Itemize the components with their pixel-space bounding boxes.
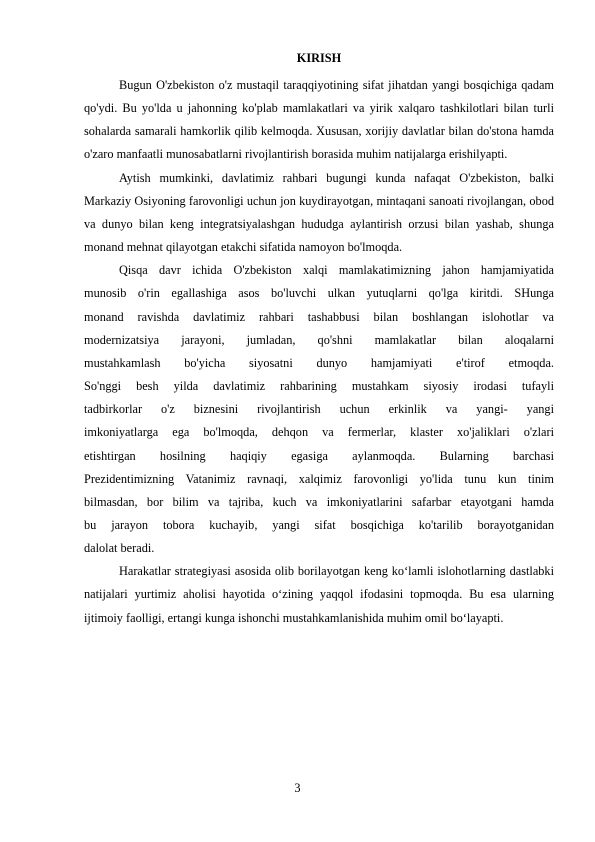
paragraph-3-line: Prezidentimizning Vatanimiz ravnaqi, xalqimiz farovonligi yo'lida tunu kun tinim	[84, 471, 554, 486]
paragraph-3-line: mustahkamlash bo'yicha siyosatni dunyo hamjamiyati e'tirof etmoqda.	[84, 355, 554, 370]
paragraph-3-line: bu jarayon tobora kuchayib, yangi sifat bosqichiga ko'tarilib borayotganidan	[84, 517, 554, 532]
paragraph-3-line: So'nggi besh yilda davlatimiz rahbarining mustahkam siyosiy irodasi tufayli	[84, 379, 554, 394]
document-page	[84, 51, 554, 630]
paragraph-3	[84, 259, 554, 560]
paragraph-2: Aytish mumkinki, davlatimiz rahbari bugungi kunda nafaqat O'zbekiston, balki Markaziy Osiyoning farovonligi uchun jon kuydirayotgan, mintaqani sanoati rivojlangan, obod va dunyo bilan keng integratsiyalashgan hududga aylantirish orzusi bilan yashab, shunga monand mehnat qilayotgan etakchi sifatida namoyon bo'lmoqda.	[84, 170, 554, 255]
paragraph-3-line: bilmasdan, bor bilim va tajriba, kuch va imkoniyatlarini safarbar etayotgani hamda	[84, 494, 554, 509]
paragraph-1: Bugun O'zbekiston o'z mustaqil taraqqiyotining sifat jihatdan yangi bosqichiga qadam qo'ydi. Bu yo'lda u jahonning ko'plab mamlakatlari va yirik xalqaro tashkilotlari bilan turli sohalarda samarali hamkorlik qilib kelmoqda. Xususan, xorijiy davlatlar bilan do'stona hamda o'zaro manfaatli munosabatlarni rivojlantirish borasida muhim natijalarga erishilyapti.	[84, 78, 554, 162]
paragraph-3-line: tadbirkorlar o'z biznesini rivojlantirish uchun erkinlik va yangi- yangi	[84, 402, 554, 417]
paragraph-3-line: Qisqa davr ichida O'zbekiston xalqi mamlakatimizning jahon hamjamiyatida	[119, 263, 554, 278]
page-number: 3	[294, 781, 301, 795]
paragraph-3-line: etishtirgan hosilning haqiqiy egasiga aylanmoqda. Bularning barchasi	[84, 448, 554, 463]
paragraph-4: Harakatlar strategiyasi asosida olib borilayotgan keng ko‘lamli islohotlarning dastlabki natijalari yurtimiz aholisi hayotida o‘zining yaqqol ifodasini topmoqda. Bu esa ularning ijtimoiy faolligi, ertangi kunga ishonchi mustahkamlanishida muhim omil bo‘layapti.	[84, 564, 554, 625]
page-title: KIRISH	[296, 51, 342, 65]
paragraph-3-line: monand ravishda davlatimiz rahbari tashabbusi bilan boshlangan islohotlar va	[84, 309, 554, 324]
paragraph-3-line: modernizatsiya jarayoni, jumladan, qo'shni mamlakatlar bilan aloqalarni	[84, 332, 554, 347]
paragraph-3-line: munosib o'rin egallashiga asos bo'luvchi ulkan yutuqlarni qo'lga kiritdi. SHunga	[84, 286, 554, 301]
paragraph-3-line: dalolat beradi.	[84, 541, 155, 556]
paragraph-3-line: imkoniyatlarga ega bo'lmoqda, dehqon va fermerlar, klaster xo'jaliklari o'zlari	[84, 425, 554, 440]
